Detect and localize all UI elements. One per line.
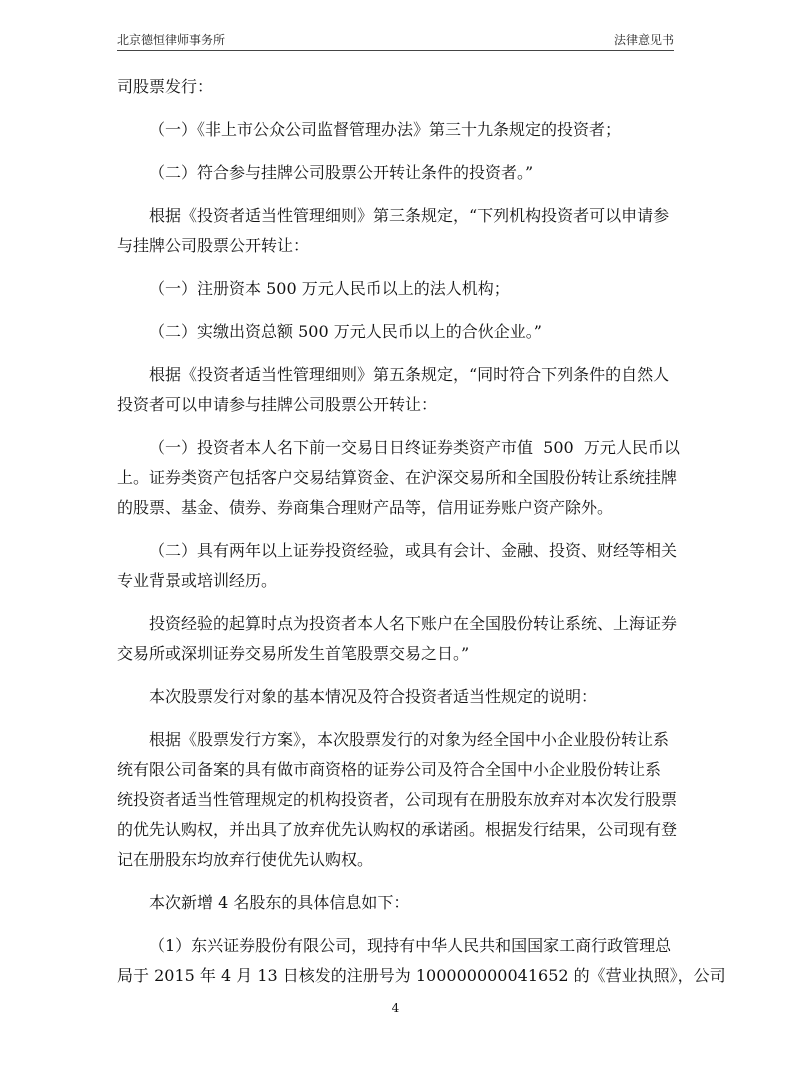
paragraph-line: 统投资者适当性管理规定的机构投资者，公司现有在册股东放弃对本次发行股票 xyxy=(117,790,678,809)
page-header xyxy=(117,30,674,51)
paragraph-line: 与挂牌公司股票公开转让： xyxy=(117,236,310,255)
paragraph-line: 专业背景或培训经历。 xyxy=(117,571,278,590)
paragraph-line: 投资经验的起算时点为投资者本人名下账户在全国股份转让系统、上海证券 xyxy=(149,614,678,633)
paragraph-line: 的优先认购权，并出具了放弃优先认购权的承诺函。根据发行结果，公司现有登 xyxy=(117,820,678,839)
paragraph-line: 交易所或深圳证券交易所发生首笔股票交易之日。” xyxy=(117,644,470,663)
paragraph-line: 的股票、基金、债券、券商集合理财产品等，信用证券账户资产除外。 xyxy=(117,498,614,517)
paragraph-line: 局于 2015 年 4 月 13 日核发的注册号为 100000000041652 的《营业执照》，公司 xyxy=(117,966,726,985)
header-document-type: 法律意见书 xyxy=(613,33,674,47)
paragraph-line: 司股票发行： xyxy=(117,77,214,96)
body-text xyxy=(117,72,726,991)
paragraph-line: （一）《非上市公众公司监督管理办法》第三十九条规定的投资者； xyxy=(149,120,622,139)
paragraph-line: 本次股票发行对象的基本情况及符合投资者适当性规定的说明： xyxy=(149,687,598,706)
paragraph-line: （一）投资者本人名下前一交易日日终证券类资产市值 500 万元人民币以 xyxy=(149,438,680,457)
paragraph-line: 上。证券类资产包括客户交易结算资金、在沪深交易所和全国股份转让系统挂牌 xyxy=(117,468,678,487)
paragraph-line: （二）符合参与挂牌公司股票公开转让条件的投资者。” xyxy=(149,163,534,182)
paragraph-line: 根据《投资者适当性管理细则》第三条规定，“下列机构投资者可以申请参 xyxy=(149,206,670,225)
paragraph-line: （二）具有两年以上证券投资经验，或具有会计、金融、投资、财经等相关 xyxy=(149,541,678,560)
page-number: 4 xyxy=(391,1001,400,1015)
paragraph-line: 统有限公司备案的具有做市商资格的证券公司及符合全国中小企业股份转让系 xyxy=(117,760,662,779)
paragraph-line: 投资者可以申请参与挂牌公司股票公开转让： xyxy=(117,395,438,414)
paragraph-line: （1）东兴证券股份有限公司，现持有中华人民共和国国家工商行政管理总 xyxy=(149,936,672,955)
paragraph-line: 根据《投资者适当性管理细则》第五条规定，“同时符合下列条件的自然人 xyxy=(149,365,670,384)
paragraph-line: （一）注册资本 500 万元人民币以上的法人机构； xyxy=(149,279,510,298)
paragraph-line: 记在册股东均放弃行使优先认购权。 xyxy=(117,850,374,869)
paragraph-line: （二）实缴出资总额 500 万元人民币以上的合伙企业。” xyxy=(149,322,542,341)
header-firm-name: 北京德恒律师事务所 xyxy=(117,33,226,47)
paragraph-line: 根据《股票发行方案》，本次股票发行的对象为经全国中小企业股份转让系 xyxy=(149,730,670,749)
paragraph-line: 本次新增 4 名股东的具体信息如下： xyxy=(149,893,410,912)
